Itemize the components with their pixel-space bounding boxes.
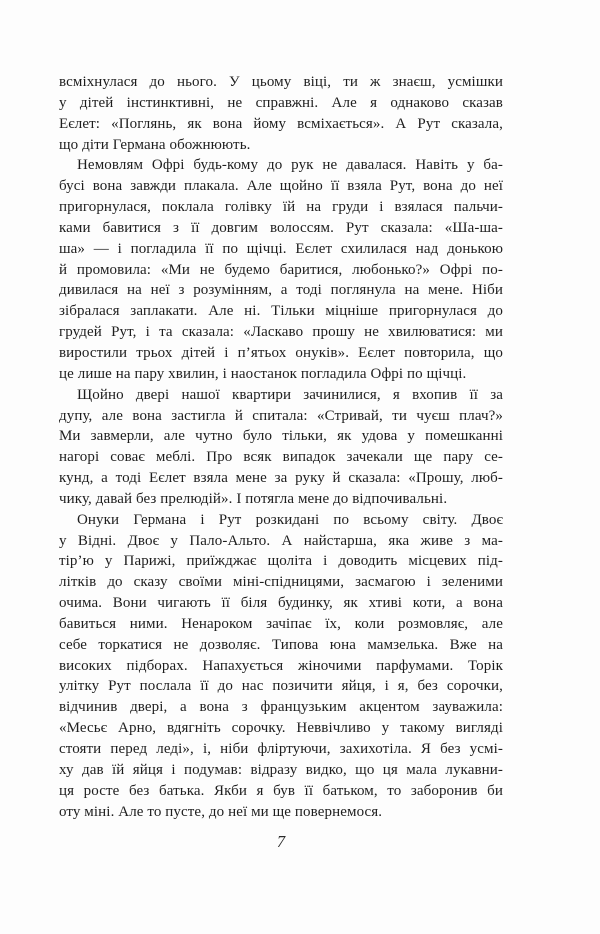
text-line: виростили трьох дітей і п’ятьох онуків». Еєлет повторила, що [59, 344, 503, 361]
text-line: бусі вона завжди плакала. Але щойно її взяла Рут, вона до неї [59, 178, 503, 195]
text-line: очима. Вони чигають її біля будинку, як хтиві коти, а вона [59, 595, 503, 612]
text-line: улітку Рут послала її до нас позичити яйця, і я, без сорочки, [59, 678, 503, 695]
text-line: літків до сказу своїми міні-спідницями, засмагою і зеленими [59, 574, 503, 591]
text-line: відчинив двері, а вона з французьким акцентом зауважила: [59, 699, 503, 716]
text-line: стояти перед леді», і, ніби фліртуючи, захихотіла. Я без усмі- [59, 741, 503, 757]
text-line: у дітей інстинктивні, не справжні. Але я однаково сказав [59, 94, 503, 111]
text-line: пригорнулася, поклала голівку їй на груди і взялася пальчи- [59, 199, 503, 216]
text-line: Онуки Германа і Рут розкидані по всьому світу. Двоє [77, 511, 503, 528]
text-line: високих підборах. Напахується жіночими парфумами. Торік [59, 657, 503, 674]
text-line: всміхнулася до нього. У цьому віці, ти ж знаєш, усмішки [59, 74, 503, 90]
page-number: 7 [276, 832, 286, 851]
text-line: грудей Рут, і та сказала: «Ласкаво прошу не хвилюватися: ми [59, 324, 503, 341]
text-line: нагорі соває меблі. Про всяк випадок зачекали ще пару се- [59, 449, 503, 466]
text-line: й промовила: «Ми не будемо баритися, любонько?» Офрі по- [59, 261, 503, 278]
text-line: «Месьє Арно, вдягніть сорочку. Неввічливо у такому вигляді [59, 720, 503, 737]
text-line: бавиться ними. Ненароком зачіпає їх, коли розмовляє, але [59, 615, 503, 632]
text-line: тір’ю у Парижі, приїжджає щоліта і доводить місцевих під- [59, 553, 503, 570]
text-line: що діти Германа обожнюють. [59, 136, 251, 153]
text-line: Щойно двері нашої квартири зачинилися, я вхопив її за [77, 386, 503, 403]
text-line: Ми завмерли, але чутно було тільки, як удова у помешканні [59, 428, 503, 445]
text-line: ками бавитися з її довгим волоссям. Рут сказала: «Ша-ша- [59, 219, 503, 236]
text-line: себе торкатися не дозволяє. Типова юна мамзелька. Вже на [59, 636, 503, 653]
text-line: Еєлет: «Поглянь, як вона йому всміхається». А Рут сказала, [59, 115, 503, 132]
text-line: дупу, але вона застигла й спитала: «Стривай, ти чуєш плач?» [59, 407, 503, 424]
text-line: оту міні. Але то пусте, до неї ми ще повернемося. [59, 803, 383, 820]
text-line: ша» — і погладила її по щічці. Еєлет схилилася над донькою [59, 240, 503, 257]
page-text-block [59, 72, 503, 822]
text-line: дивилася на неї з розумінням, а тоді поглянула на мене. Ніби [59, 282, 503, 299]
text-line: це лише на пару хвилин, і наостанок погладила Офрі по щічці. [59, 365, 467, 382]
text-line: зібралася заплакати. Але ні. Тільки міцніше пригорнулася до [59, 303, 503, 320]
text-line: ху дав їй яйця і подумав: відразу видко, що ця мала лукавни- [59, 761, 503, 778]
text-line: чику, давай без прелюдій». І потягла мене до відпочивальні. [59, 490, 448, 507]
text-line: кунд, а тоді Еєлет взяла мене за руку й сказала: «Прошу, люб- [59, 470, 503, 487]
text-line: ця росте без батька. Якби я був її батьком, то заборонив би [59, 782, 503, 799]
text-line: Немовлям Офрі будь-кому до рук не давалася. Навіть у ба- [77, 157, 503, 174]
text-line: у Відні. Двоє у Пало-Альто. А найстарша, яка живе з ма- [59, 532, 503, 549]
